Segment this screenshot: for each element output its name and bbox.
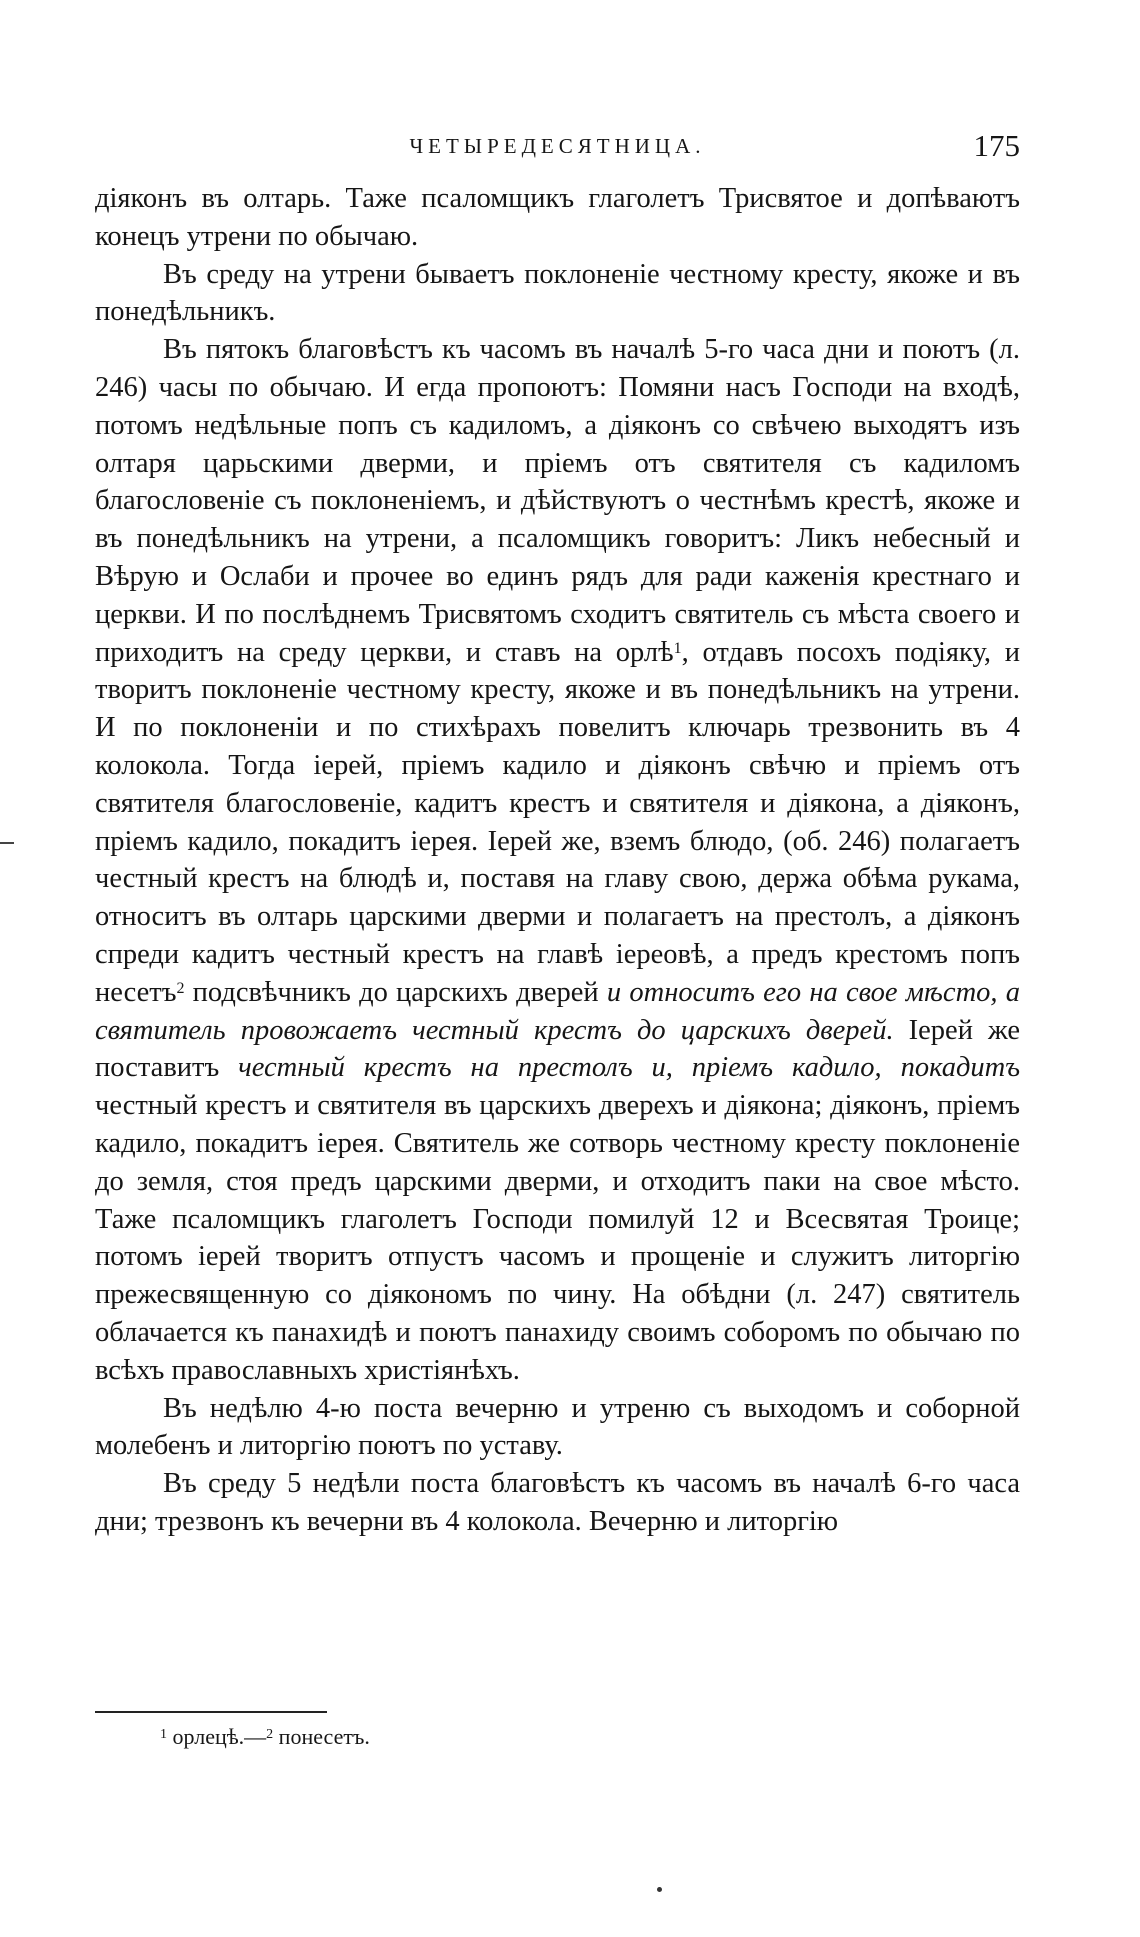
- footnote-number-1: 1: [160, 1727, 167, 1742]
- body-text: [95, 180, 1020, 1541]
- footnote-number-2: 2: [266, 1727, 274, 1742]
- footnote-ref-2: 2: [176, 979, 185, 997]
- page-number: 175: [973, 128, 1020, 163]
- footnote-text-2: понесетъ.: [273, 1724, 370, 1749]
- paragraph-friday-text-b: , отдавъ посохъ подіяку, и творитъ поклоненіе честному кресту, якоже и въ понедѣльникъ на утрени. И по поклоненіи и по стихѣрахъ повелитъ ключарь трезвонить въ 4 колокола. Тогда іерей, пріемъ кадило и діяконъ свѣчю и пріемъ отъ святителя благословеніе, кадитъ крестъ и святителя и діякона, а діяконъ, пріемъ кадило, покадитъ іерея. Іерей же, вземъ блюдо, (об. 246) полагаетъ честный крестъ на блюдѣ и, поставя на главу свою, держа обѣма рукама, относитъ въ олтарь царскими дверми и полагаетъ на престолъ, а діяконъ спреди кадитъ честный крестъ на главѣ іереовѣ, а предъ крестомъ попъ несетъ: [95, 636, 1020, 1008]
- paragraph-fourth-sunday: Въ недѣлю 4-ю поста вечерню и утреню съ выходомъ и соборной молебенъ и литоргію поютъ по уставу.: [95, 1392, 1020, 1462]
- paragraph-fifth-week: Въ среду 5 недѣли поста благовѣстъ къ часомъ въ началѣ 6-го часа дни; трезвонъ къ вечерни въ 4 колокола. Вечерню и литоргію: [95, 1468, 1020, 1537]
- footnote-text-1: орлецѣ.—: [167, 1724, 267, 1749]
- running-title: ЧЕТЫРЕДЕСЯТНИЦА.: [409, 134, 706, 158]
- paragraph-friday-text-c: подсвѣчникъ до царскихъ дверей: [184, 976, 607, 1008]
- footnote-rule: [95, 1711, 327, 1713]
- paragraph-wednesday: Въ среду на утрени бываетъ поклоненіе честному кресту, якоже и въ понедѣльникъ.: [95, 258, 1020, 328]
- paper-speck: [657, 1887, 662, 1892]
- italic-insertion-2: честный крестъ на престолъ и, пріемъ кадило, покадитъ: [238, 1052, 1020, 1084]
- footnote-ref-1: 1: [673, 639, 682, 657]
- italic-insertion-1: и относитъ его на свое мѣсто, а святитель провожаетъ честный крестъ до царскихъ дверей.: [95, 976, 1020, 1046]
- running-head: [95, 128, 1020, 168]
- paragraph-friday-text-a: Въ пятокъ благовѣстъ къ часомъ въ началѣ 5-го часа дни и поютъ (л. 246) часы по обычаю. И егда пропоютъ: Помяни насъ Господи на входѣ, потомъ недѣльные попъ съ кадиломъ, а діяконъ со свѣчею выходятъ изъ олтаря царьскими дверми, и пріемъ отъ святителя съ кадиломъ благословеніе съ поклоненіемъ, и дѣйствуютъ о честнѣмъ крестѣ, якоже и въ понедѣльникъ на утрени, а псаломщикъ говоритъ: Ликъ небесный и Вѣрую и Ослаби и прочее во единъ рядъ для ради каженія крестнаго и церкви. И по послѣднемъ Трисвятомъ сходитъ святитель съ мѣста своего и приходитъ на среду церкви, и ставъ на орлѣ: [95, 334, 1020, 668]
- paragraph-friday: [95, 331, 1020, 1389]
- margin-mark: [0, 842, 14, 844]
- paragraph-continued: діяконъ въ олтарь. Таже псаломщикъ глаголетъ Трисвятое и допѣваютъ конецъ утрени по обычаю.: [95, 183, 1020, 252]
- footnotes: [160, 1722, 370, 1752]
- paragraph-friday-text-e: честный крестъ и святителя въ царскихъ дверехъ и діякона; діяконъ, пріемъ кадило, покадитъ іерея. Святитель же сотворь честному кресту поклоненіе до земля, стоя предъ царскими дверми, и отходитъ паки на свое мѣсто. Таже псаломщикъ глаголетъ Господи помилуй 12 и Всесвятая Троице; потомъ іерей творитъ отпустъ часомъ и прощеніе и служитъ литоргію прежесвященную со діякономъ по чину. На обѣдни (л. 247) святитель облачается къ панахидѣ и поютъ панахиду своимъ соборомъ по обычаю по всѣхъ православныхъ христіянѣхъ.: [95, 1090, 1020, 1386]
- paragraph-friday-text-d: Іерей же поставитъ: [95, 1014, 1020, 1084]
